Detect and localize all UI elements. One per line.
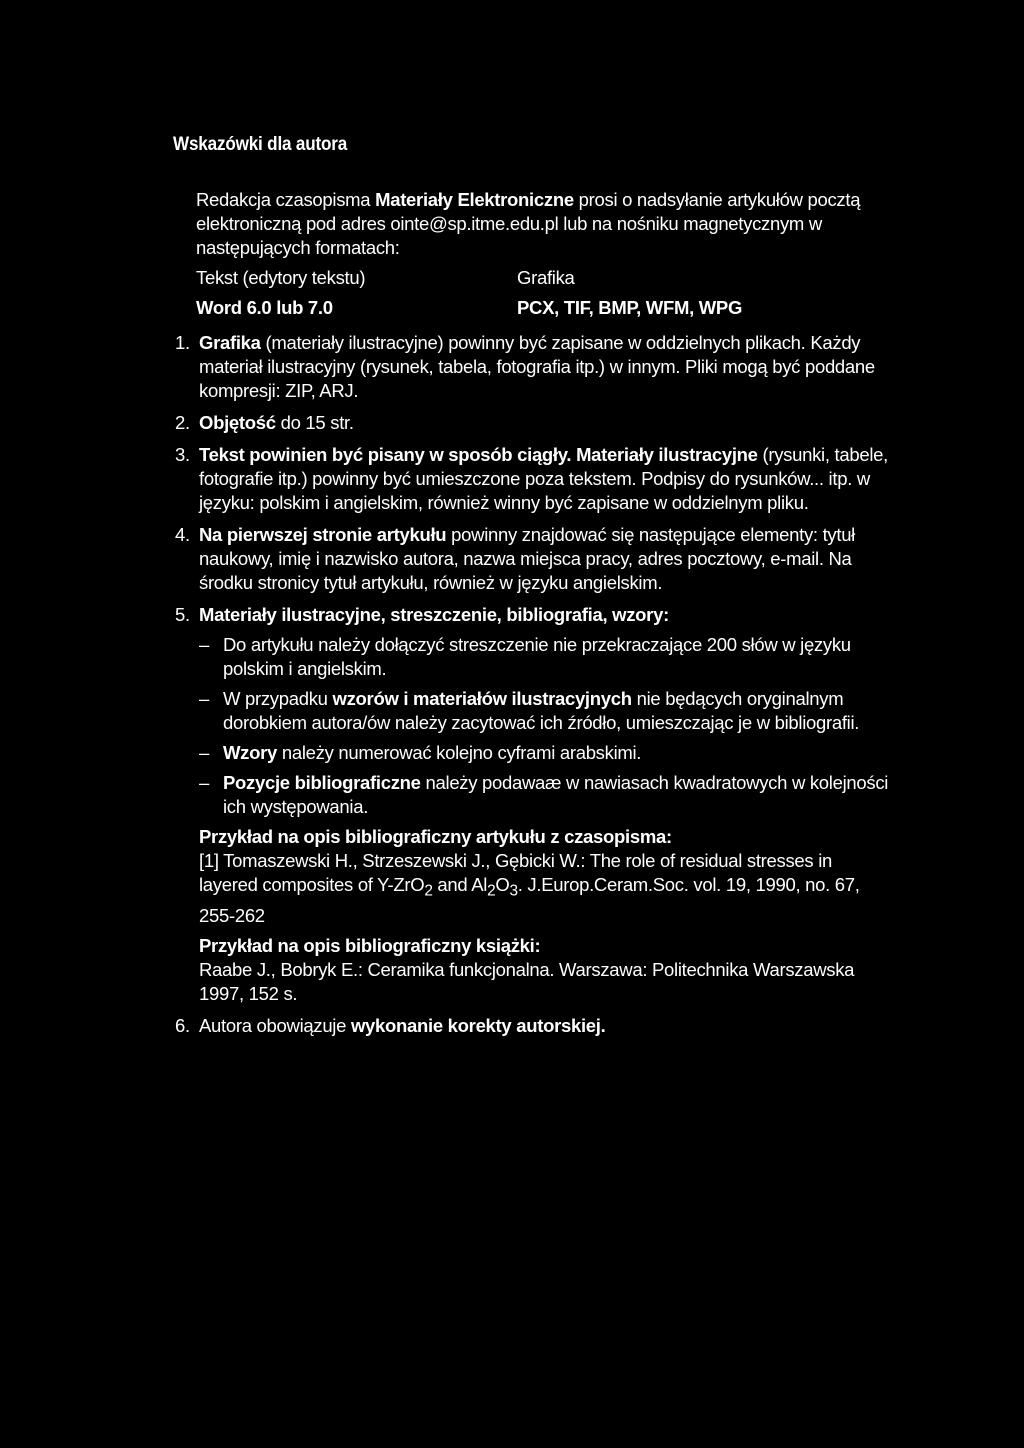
sublist-item	[199, 687, 891, 735]
example-book-heading: Przykład na opis bibliograficzny książki:	[199, 934, 541, 956]
ref-mid: and Al	[432, 874, 488, 895]
item-number: 3.	[175, 444, 190, 465]
example-article-reference	[199, 849, 891, 928]
document-body	[175, 188, 889, 1046]
item-text: powinny znajdować się następujące elementy: tytuł naukowy, imię i nazwisko autora, nazwa miejsca pracy, adres pocztowy, e-mail. Na środku stronicy tytuł artykułu, również w języku angielskim.	[199, 524, 855, 593]
page-title: Wskazówki dla autora	[173, 134, 348, 155]
graphics-format-value: PCX, TIF, BMP, WFM, WPG	[517, 297, 743, 318]
item-bold: wykonanie korekty autorskiej.	[350, 1014, 606, 1036]
dash-bullet: –	[199, 742, 209, 763]
text-format-header: Tekst (edytory tekstu)	[196, 267, 366, 288]
intro-paragraph	[196, 188, 886, 260]
dash-bullet: –	[199, 772, 209, 793]
sublist	[199, 633, 891, 819]
ref-sub-1: 2	[424, 882, 433, 900]
item-number: 1.	[175, 332, 190, 353]
example-article-heading: Przykład na opis bibliograficzny artykułu z czasopisma:	[199, 826, 672, 847]
subitem-pre: W przypadku	[223, 688, 333, 709]
dash-bullet: –	[199, 688, 209, 709]
sublist-item	[199, 771, 891, 819]
item-text: (materiały ilustracyjne) powinny być zapisane w oddzielnych plikach. Każdy materiał ilustracyjny (rysunek, tabela, fotografia itp.) w innym. Pliki mogą być poddane kompresji: ZIP, ARJ.	[199, 332, 875, 401]
subitem-post: należy podawaæ w nawiasach kwadratowych w kolejności ich występowania.	[223, 772, 889, 817]
example-book-reference: Raabe J., Bobryk E.: Ceramika funkcjonalna. Warszawa: Politechnika Warszawska 1997, 152 s.	[199, 958, 855, 1004]
intro-post: prosi o nadsyłanie artykułów pocztą elektroniczną pod adres ointe@sp.itme.edu.pl lub na nośniku magnetycznym w następujących formatach:	[196, 189, 861, 258]
item-bold: Materiały ilustracyjne, streszczenie, bibliografia, wzory:	[199, 604, 669, 625]
subitem-post: należy numerować kolejno cyframi arabskimi.	[277, 742, 642, 763]
item-bold: Objętość	[199, 412, 276, 433]
ref-pre: [1] Tomaszewski H., Strzeszewski J., Gębicki W.: The role of residual stresses in layered composites of Y-ZrO	[199, 850, 833, 895]
intro-pre: Redakcja czasopisma	[196, 189, 376, 210]
ref-sub-3: 3	[509, 882, 518, 900]
subitem-bold: Pozycje bibliograficzne	[223, 772, 421, 793]
item-bold: Tekst powinien być pisany w sposób ciągły.	[199, 444, 572, 465]
item-number: 6.	[175, 1014, 190, 1036]
list-item-1	[175, 331, 891, 403]
list-item-3	[175, 443, 891, 515]
formats-table	[196, 266, 875, 320]
list-item-5	[175, 603, 891, 1006]
subitem-bold: wzorów i materiałów ilustracyjnych	[332, 688, 632, 709]
item-bold: Grafika	[199, 332, 261, 353]
list-item-2	[175, 411, 891, 435]
item-pre: Autora obowiązuje	[199, 1014, 351, 1036]
ref-post: . J.Europ.Ceram.Soc. vol. 19, 1990, no. 67, 255-262	[199, 874, 860, 926]
graphics-format-header: Grafika	[517, 267, 575, 288]
sublist-item	[199, 633, 891, 681]
subitem-text: Do artykułu należy dołączyć streszczenie nie przekraczające 200 słów w języku polskim i angielskim.	[223, 634, 851, 679]
item-bold-2: Materiały ilustracyjne	[571, 444, 758, 465]
list-item-6	[175, 1014, 891, 1038]
item-text: (rysunki, tabele, fotografie itp.) powinny być umieszczone poza tekstem. Podpisy do rysunków... itp. w języku: polskim i angielskim, również winny być zapisane w oddzielnym pliku.	[199, 444, 888, 513]
item-bold: Na pierwszej stronie artykułu	[199, 524, 447, 545]
ref-sub-2: 2	[487, 882, 496, 900]
item-number: 5.	[175, 604, 190, 625]
dash-bullet: –	[199, 634, 209, 655]
sublist-item	[199, 741, 891, 765]
text-format-value: Word 6.0 lub 7.0	[196, 297, 333, 318]
item-text: do 15 str.	[275, 412, 354, 433]
guidelines-list	[175, 331, 889, 1038]
subitem-bold: Wzory	[223, 742, 278, 763]
subitem-post: nie będących oryginalnym dorobkiem autora/ów należy zacytować ich źródło, umieszczając je w bibliografii.	[223, 688, 860, 733]
item-number: 2.	[175, 412, 190, 433]
ref-mid-2: O	[495, 874, 510, 895]
list-item-4	[175, 523, 891, 595]
item-number: 4.	[175, 524, 190, 545]
journal-name: Materiały Elektroniczne	[375, 189, 574, 210]
